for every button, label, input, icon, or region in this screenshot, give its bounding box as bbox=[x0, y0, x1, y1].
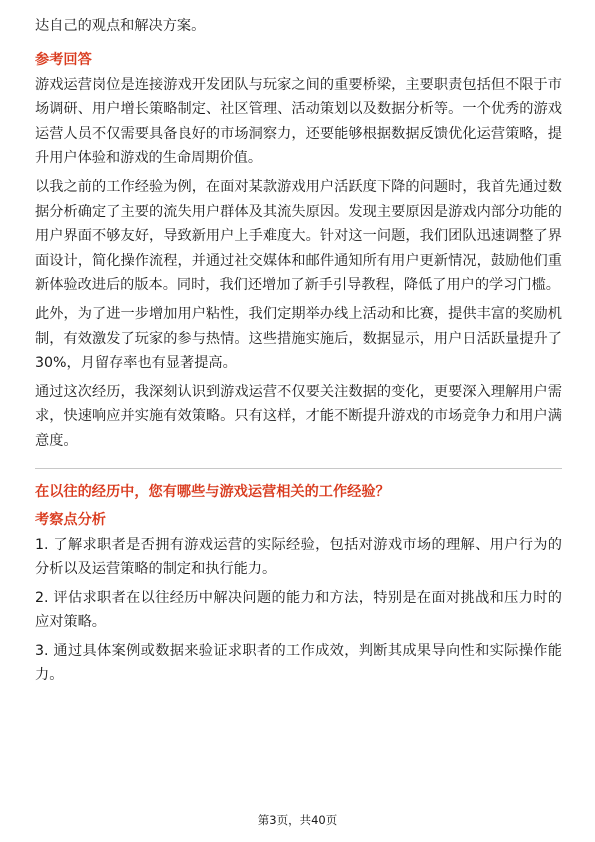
answer-heading: 参考回答 bbox=[35, 51, 92, 68]
analysis-item: 3. 通过具体案例或数据来验证求职者的工作成效，判断其成果导向性和实际操作能力。 bbox=[35, 642, 562, 684]
section-divider bbox=[35, 468, 562, 469]
answer-paragraph: 游戏运营岗位是连接游戏开发团队与玩家之间的重要桥梁，主要职责包括但不限于市场调研、用户增长策略制定、社区管理、活动策划以及数据分析等。一个优秀的游戏运营人员不仅需要具备良好的市场洞察力，还要能够根据数据反馈优化运营策略，提升用户体验和游戏的生命周期价值。 bbox=[35, 76, 562, 167]
question-heading: 在以往的经历中，您有哪些与游戏运营相关的工作经验？ bbox=[35, 483, 390, 500]
page-number: 第3页，共40页 bbox=[257, 813, 338, 827]
analysis-heading: 考察点分析 bbox=[35, 511, 106, 528]
analysis-item: 1. 了解求职者是否拥有游戏运营的实际经验，包括对游戏市场的理解、用户行为的分析以及运营策略的制定和执行能力。 bbox=[35, 536, 562, 578]
answer-paragraph: 以我之前的工作经验为例，在面对某款游戏用户活跃度下降的问题时，我首先通过数据分析确定了主要的流失用户群体及其流失原因。发现主要原因是游戏内部分功能的用户界面不够友好，导致新用户上手难度大。针对这一问题，我们团队迅速调整了界面设计，简化操作流程，并通过社交媒体和邮件通知所有用户更新情况，鼓励他们重新体验改进后的版本。同时，我们还增加了新手引导教程，降低了用户的学习门槛。 bbox=[35, 178, 562, 294]
answer-paragraph: 此外，为了进一步增加用户粘性，我们定期举办线上活动和比赛，提供丰富的奖励机制，有效激发了玩家的参与热情。这些措施实施后，数据显示，用户日活跃量提升了30%，月留存率也有显著提高。 bbox=[35, 305, 562, 372]
continued-text: 达自己的观点和解决方案。 bbox=[35, 18, 206, 34]
analysis-item: 2. 评估求职者在以往经历中解决问题的能力和方法，特别是在面对挑战和压力时的应对策略。 bbox=[35, 589, 562, 631]
answer-paragraph: 通过这次经历，我深刻认识到游戏运营不仅要关注数据的变化，更要深入理解用户需求，快速响应并实施有效策略。只有这样，才能不断提升游戏的市场竞争力和用户满意度。 bbox=[35, 383, 562, 449]
page-content bbox=[35, 14, 562, 692]
